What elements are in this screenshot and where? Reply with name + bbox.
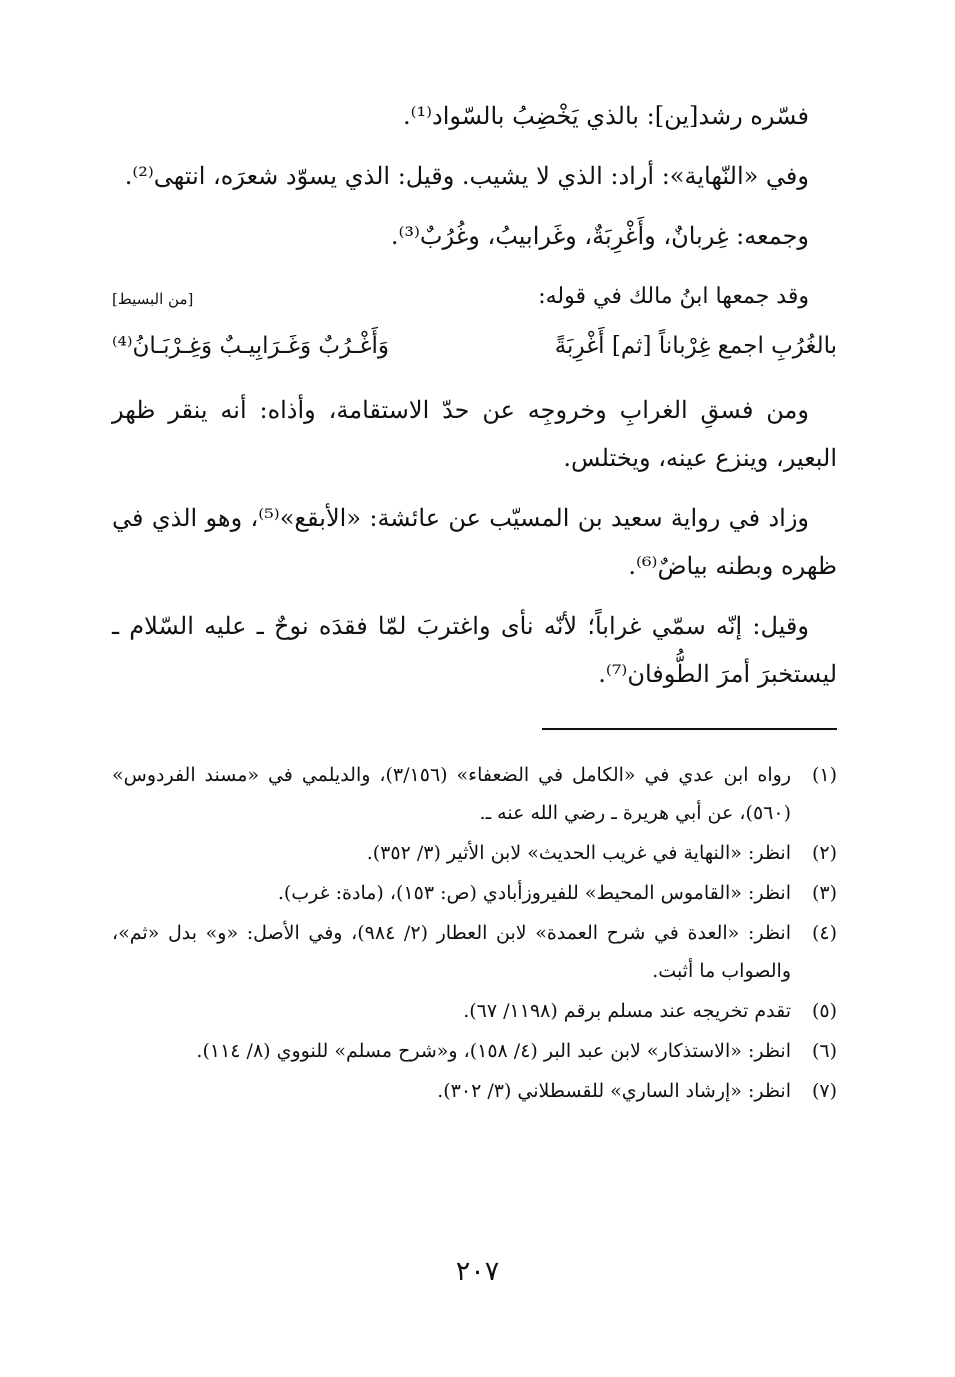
footnote-number: (٢) bbox=[811, 842, 837, 864]
footnote bbox=[112, 834, 837, 872]
footnote-text: انظر: «الاستذكار» لابن عبد البر (٤/ ١٥٨)، و«شرح مسلم» للنووي (٨/ ١١٤). bbox=[196, 1040, 791, 1062]
footnote bbox=[112, 914, 837, 990]
poetry-verse bbox=[112, 322, 837, 370]
footnote bbox=[112, 992, 837, 1030]
body-paragraph: وقيل: إنّه سمّي غراباً؛ لأنّه نأى واغتربَ لمّا فقدَه نوحٌ ـ عليه السّلام ـ ليستخبرَ أمرَ الطُّوفان⁽⁷⁾. bbox=[112, 612, 837, 688]
footnote-text: تقدم تخريجه عند مسلم برقم (١١٩٨/ ٦٧). bbox=[463, 1000, 791, 1022]
footnote-text: انظر: «إرشاد الساري» للقسطلاني (٣/ ٣٠٢). bbox=[437, 1080, 791, 1102]
body-paragraph: وزاد في رواية سعيد بن المسيّب عن عائشة: «الأبقع»⁽⁵⁾، وهو الذي في ظهره وبطنه بياضٌ⁽⁶⁾. bbox=[112, 504, 837, 580]
verse-first-hemistich: بالغُرُبِ اجمع غِرْباناً [ثم] أَغْرِبَةً bbox=[554, 333, 837, 359]
footnote bbox=[112, 1032, 837, 1070]
poetic-meter-label: [من البسيط] bbox=[112, 290, 194, 308]
verse-second-hemistich: وَأَغْـرُبٌ وَغَـرَابِيـبٌ وَغِـرْبَـانُ⁽⁴⁾ bbox=[112, 333, 389, 359]
body-paragraph: وفي «النّهاية»: أراد: الذي لا يشيب. وقيل: الذي يسوّد شعرَه، انتهى⁽²⁾. bbox=[124, 162, 809, 190]
footnote-text: رواه ابن عدي في «الكامل في الضعفاء» (٣/١٥٦)، والديلمي في «مسند الفردوس» (٥٦٠)، عن أبي هريرة ـ رضي الله عنه ـ. bbox=[112, 764, 791, 824]
footnote-separator bbox=[542, 728, 837, 730]
footnote-text: انظر: «العدة في شرح العمدة» لابن العطار (٢/ ٩٨٤)، وفي الأصل: «و» بدل «ثم»، والصواب ما أثبت. bbox=[112, 922, 791, 982]
body-paragraph: ومن فسقِ الغرابِ وخروجِه عن حدّ الاستقامة، وأذاه: أنه ينقر ظهر البعير، وينزع عينه، ويختلس. bbox=[112, 396, 837, 472]
footnote-number: (٣) bbox=[811, 882, 837, 904]
book-page bbox=[112, 92, 837, 1342]
body-paragraph: فسّره رشد[ين]: بالذي يَخْضِبُ بالسّواد⁽¹⁾. bbox=[402, 102, 809, 130]
footnote-number: (١) bbox=[811, 764, 837, 786]
footnote bbox=[112, 1072, 837, 1110]
body-paragraph: وجمعه: غِربانٌ، وأَغْرِبَةٌ، وغَرابيبُ، وغُرُبٌ⁽³⁾. bbox=[390, 222, 809, 250]
footnote bbox=[112, 756, 837, 832]
verse-intro: وقد جمعها ابنُ مالك في قوله: bbox=[538, 284, 809, 309]
footnote-number: (٦) bbox=[811, 1040, 837, 1062]
verse-intro-row bbox=[112, 272, 837, 322]
footnote bbox=[112, 874, 837, 912]
footnote-text: انظر: «النهاية في غريب الحديث» لابن الأثير (٣/ ٣٥٢). bbox=[366, 842, 791, 864]
footnote-number: (٧) bbox=[811, 1080, 837, 1102]
page-number: ٢٠٧ bbox=[455, 1256, 500, 1287]
footnote-text: انظر: «القاموس المحيط» للفيروزأبادي (ص: ١٥٣)، (مادة: غرب). bbox=[277, 882, 791, 904]
footnote-number: (٥) bbox=[811, 1000, 837, 1022]
footnote-number: (٤) bbox=[811, 922, 837, 944]
